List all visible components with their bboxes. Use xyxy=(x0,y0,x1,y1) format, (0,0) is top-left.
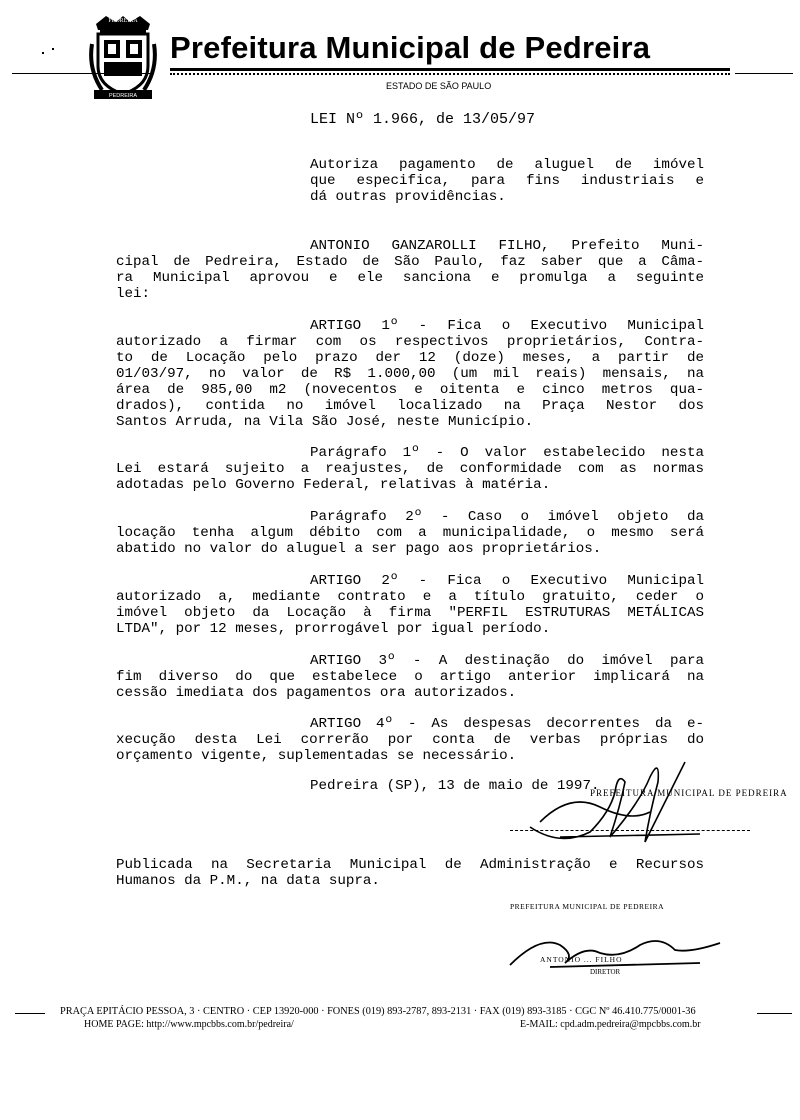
text-line: drados), contida no imóvel localizado na Praça Nestor dos xyxy=(116,398,704,414)
text-line: ANTONIO GANZAROLLI FILHO, Prefeito Muni- xyxy=(310,238,704,254)
ementa-line: que especifica, para fins industriais e xyxy=(310,173,704,189)
text-line: autorizado a firmar com os respectivos proprietários, Contra- xyxy=(116,334,704,350)
text-line: locação tenha algum débito com a municipalidade, o mesmo será xyxy=(116,525,704,541)
footer-address: PRAÇA EPITÁCIO PESSOA, 3 · CENTRO · CEP 13920-000 · FONES (019) 893-2787, 893-2131 · FAX (019) 893-3185 · CGC Nº 46.410.775/0001-36 xyxy=(60,1006,696,1017)
text-line: ARTIGO 4º - As despesas decorrentes da e- xyxy=(310,716,704,732)
ementa xyxy=(310,157,704,205)
ementa-line: dá outras providências. xyxy=(310,189,506,205)
text-line: Parágrafo 1º - O valor estabelecido nesta xyxy=(310,445,704,461)
footer-left-rule xyxy=(15,1013,45,1014)
text-line: Parágrafo 2º - Caso o imóvel objeto da xyxy=(310,509,704,525)
preamble-paragraph xyxy=(116,238,704,302)
text-line: área de 985,00 m2 (novecentos e oitenta e cinco metros qua- xyxy=(116,382,704,398)
date-line: Pedreira (SP), 13 de maio de 1997. xyxy=(310,778,600,794)
text-line: Humanos da P.M., na data supra. xyxy=(116,873,380,889)
article-3 xyxy=(116,653,704,701)
text-line: lei: xyxy=(116,286,151,302)
crest-top-text: PEDREIRA xyxy=(108,18,138,24)
text-line: ARTIGO 2º - Fica o Executivo Municipal xyxy=(310,573,704,589)
paragraph-2 xyxy=(116,509,704,557)
mayor-stamp: PREFEITURA MUNICIPAL DE PEDREIRA xyxy=(590,788,788,798)
text-line: 01/03/97, no valor de R$ 1.000,00 (um mil reais) mensais, na xyxy=(116,366,704,382)
director-signature xyxy=(490,915,730,975)
crest-banner-text: PEDREIRA xyxy=(108,93,138,99)
text-line: cessão imediata dos pagamentos ora autorizados. xyxy=(116,685,517,701)
text-line: Publicada na Secretaria Municipal de Administração e Recursos xyxy=(116,857,704,873)
text-line: Santos Arruda, na Vila São José, neste Município. xyxy=(116,414,534,430)
article-1 xyxy=(116,318,704,430)
text-line: adotadas pelo Governo Federal, relativas à matéria. xyxy=(116,477,551,493)
right-rule xyxy=(735,73,793,74)
scan-speck xyxy=(42,52,44,54)
footer-right-rule xyxy=(757,1013,792,1014)
header-dotted-rule xyxy=(170,73,730,75)
text-line: xecução desta Lei correrão por conta de verbas próprias do xyxy=(116,732,704,748)
footer-email: E-MAIL: cpd.adm.pedreira@mpcbbs.com.br xyxy=(520,1019,701,1030)
mayor-signature-line xyxy=(510,830,750,831)
left-rule xyxy=(12,73,152,74)
director-stamp-header: PREFEITURA MUNICIPAL DE PEDREIRA xyxy=(510,902,664,911)
director-role: DIRETOR xyxy=(590,968,621,976)
text-line: imóvel objeto da Locação à firma "PERFIL ESTRUTURAS METÁLICAS xyxy=(116,605,704,621)
mayor-signature xyxy=(500,752,720,862)
footer-homepage: HOME PAGE: http://www.mpcbbs.com.br/pedreira/ xyxy=(84,1019,294,1030)
text-line: fim diverso do que estabelece o artigo anterior implicará na xyxy=(116,669,704,685)
state-label: ESTADO DE SÃO PAULO xyxy=(386,81,492,91)
law-title: LEI Nº 1.966, de 13/05/97 xyxy=(310,111,536,128)
paragraph-1 xyxy=(116,445,704,493)
text-line: cipal de Pedreira, Estado de São Paulo, faz saber que a Câma- xyxy=(116,254,704,270)
text-line: ra Municipal aprovou e ele sanciona e promulga a seguinte xyxy=(116,270,704,286)
publication-note xyxy=(116,857,704,889)
text-line: orçamento vigente, suplementadas se necessário. xyxy=(116,748,517,764)
text-line: LTDA", por 12 meses, prorrogável por igual período. xyxy=(116,621,551,637)
coat-of-arms-logo xyxy=(88,14,158,106)
header-title: Prefeitura Municipal de Pedreira xyxy=(170,30,651,65)
director-name: ANTONIO ... FILHO xyxy=(540,955,623,964)
ementa-line: Autoriza pagamento de aluguel de imóvel xyxy=(310,157,704,173)
text-line: ARTIGO 1º - Fica o Executivo Municipal xyxy=(310,318,704,334)
text-line: ARTIGO 3º - A destinação do imóvel para xyxy=(310,653,704,669)
text-line: autorizado a, mediante contrato e a título gratuito, ceder o xyxy=(116,589,704,605)
article-2 xyxy=(116,573,704,637)
text-line: abatido no valor do aluguel a ser pago aos proprietários. xyxy=(116,541,602,557)
text-line: to de Locação pelo prazo der 12 (doze) meses, a partir de xyxy=(116,350,704,366)
header-rule xyxy=(170,68,730,71)
scan-speck xyxy=(52,48,54,50)
text-line: Lei estará sujeito a reajustes, de conformidade com as normas xyxy=(116,461,704,477)
